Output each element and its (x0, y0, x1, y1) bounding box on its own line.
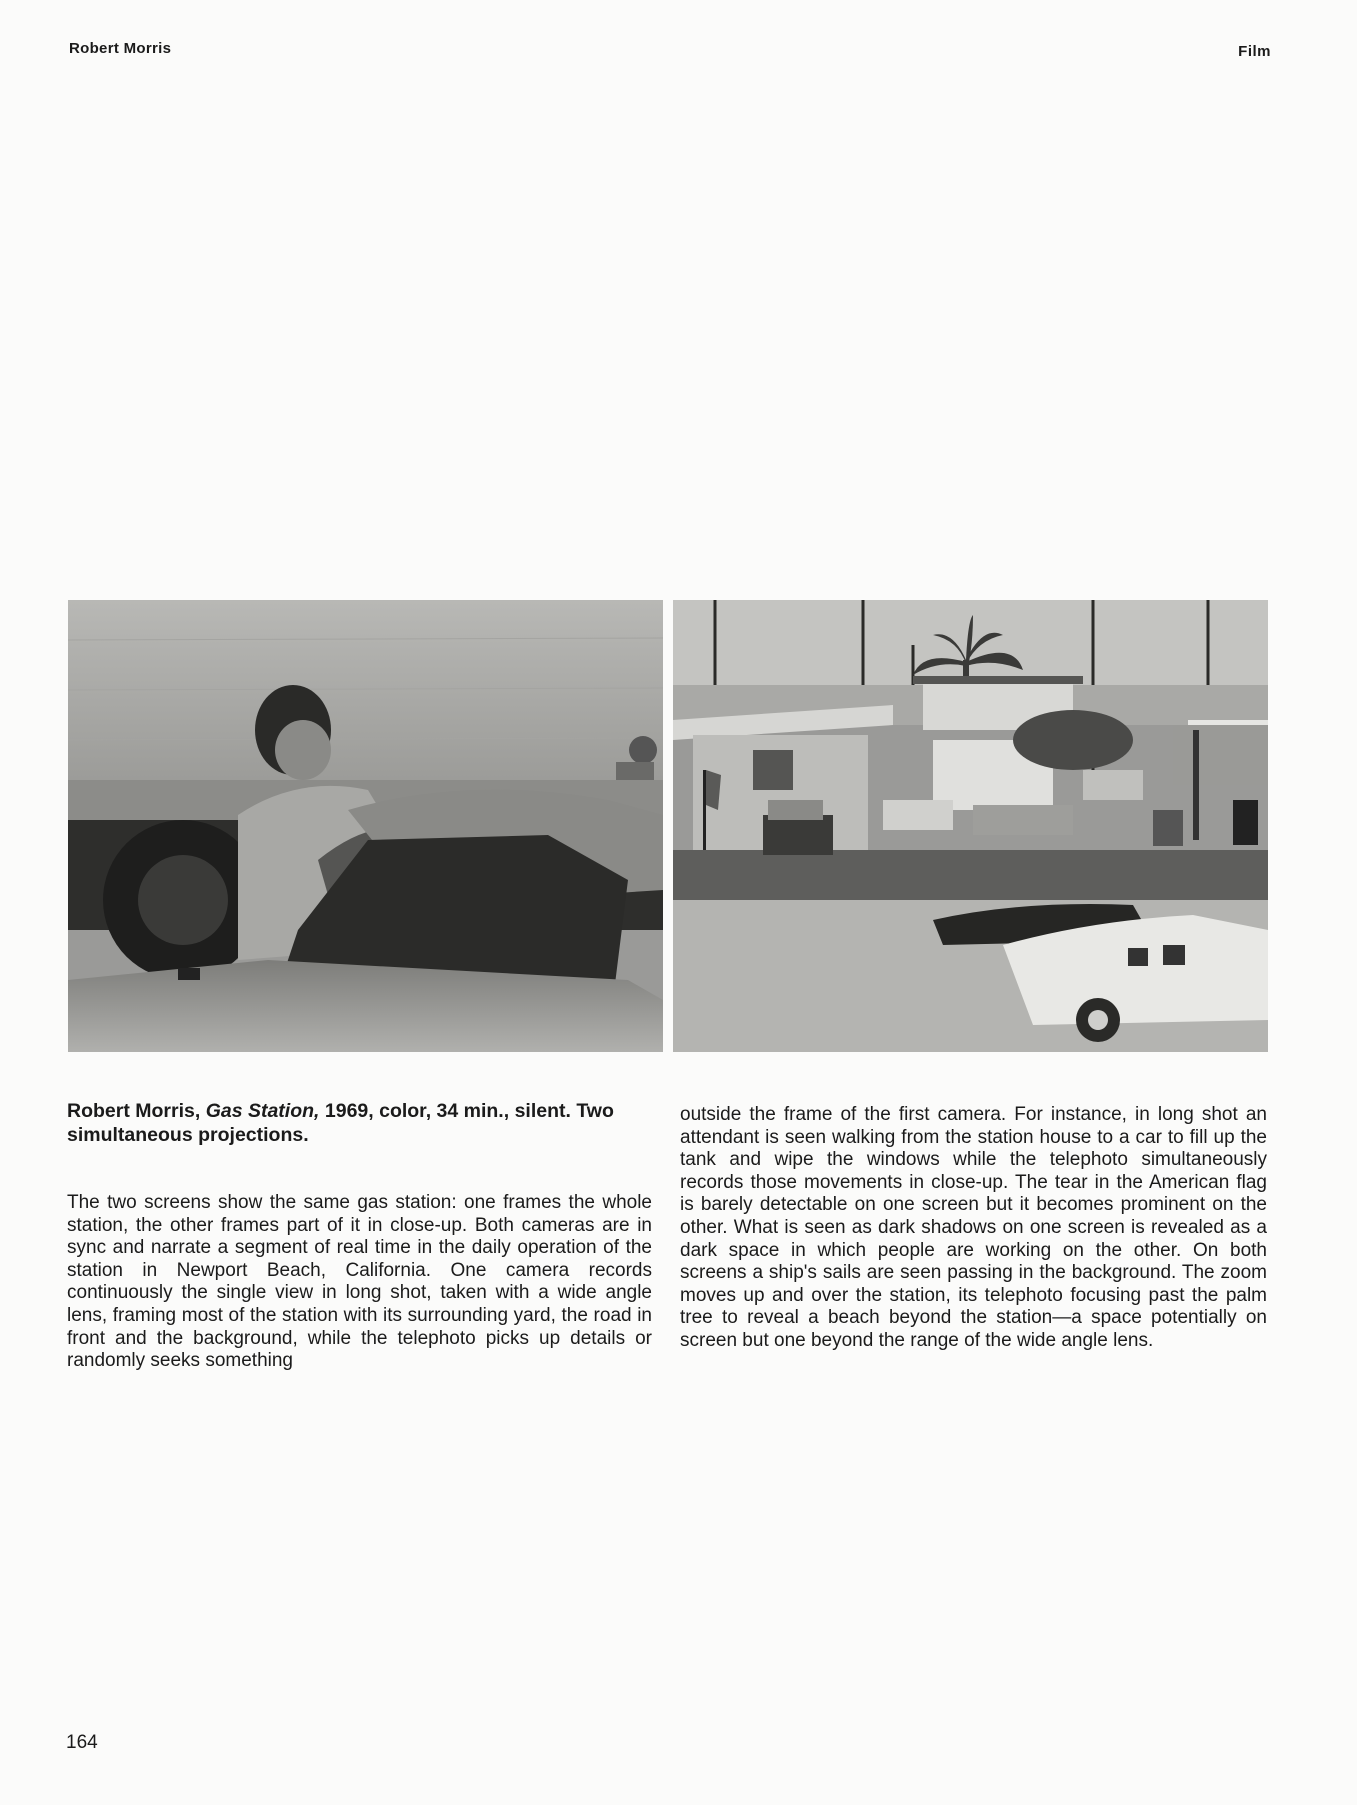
text-column-left (67, 1099, 652, 1373)
running-head-section: Film (1238, 43, 1271, 60)
photo-closeup-attendant (68, 600, 663, 1052)
photo-longshot-station (673, 600, 1268, 1052)
caption-rest: 1969, color, 34 min., silent. Two simultaneous projections. (67, 1100, 614, 1146)
text-column-right (680, 1104, 1267, 1353)
caption-lead: Robert Morris, (67, 1100, 206, 1122)
caption-title: Gas Station, (205, 1100, 320, 1122)
page-number: 164 (66, 1732, 98, 1753)
figure-caption (67, 1099, 652, 1147)
body-paragraph-right: outside the frame of the first camera. For instance, in long shot an attendant is seen walking from the station house to a car to fill up the tank and wipe the windows while the telephoto simultaneously records those movements in close-up. The tear in the American flag is barely detectable on one screen but it becomes prominent on the other. What is seen as dark shadows on one screen is revealed as a dark space in which people are working on the other. On both screens a ship's sails are seen passing in the background. The zoom moves up and over the station, its telephoto focusing past the palm tree to reveal a beach beyond the station—a space potentially on screen but one beyond the range of the wide angle lens. (680, 1104, 1267, 1351)
running-head-author: Robert Morris (69, 40, 172, 57)
body-paragraph-left: The two screens show the same gas station: one frames the whole station, the other frames part of it in close-up. Both cameras are in sync and narrate a segment of real time in the daily operation of the station in Newport Beach, California. One camera records continuously the single view in long shot, taken with a wide angle lens, framing most of the station with its surrounding yard, the road in front and the background, while the telephoto picks up details or randomly seeks something (67, 1192, 652, 1372)
